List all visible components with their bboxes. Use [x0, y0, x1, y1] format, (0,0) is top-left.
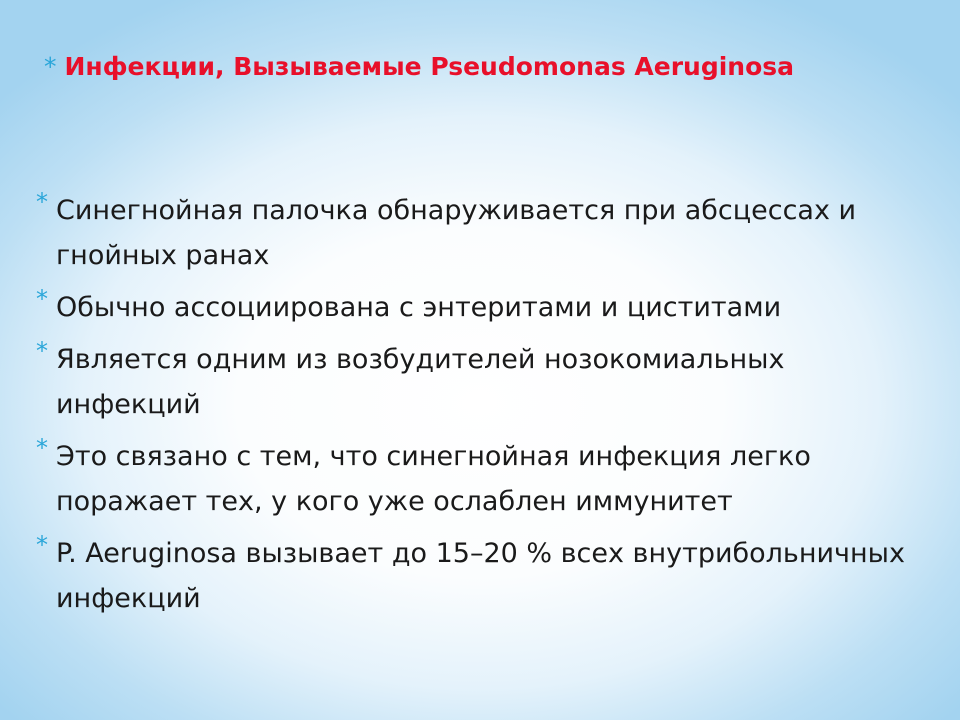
title-bullet-icon: *: [44, 52, 57, 81]
slide-title-text: Инфекции, Вызываемые Pseudomonas Aeruginosa: [64, 52, 795, 81]
bullet-text: Является одним из возбудителей нозокомиальных инфекций: [56, 344, 785, 420]
bullet-star-icon: *: [36, 188, 48, 216]
bullet-list: [36, 188, 936, 628]
bullet-text: Обычно ассоциирована с энтеритами и циститами: [56, 292, 782, 323]
bullet-item: [36, 434, 936, 524]
bullet-text: Синегнойная палочка обнаруживается при абсцессах и гнойных ранах: [56, 195, 857, 271]
bullet-star-icon: *: [36, 434, 48, 462]
slide-title: [44, 46, 924, 88]
bullet-text: P. Aeruginosa вызывает до 15–20 % всех внутрибольничных инфекций: [56, 538, 905, 614]
bullet-item: [36, 531, 936, 621]
bullet-star-icon: *: [36, 337, 48, 365]
bullet-text: Это связано с тем, что синегнойная инфекция легко поражает тех, у кого уже ослаблен иммунитет: [56, 441, 811, 517]
bullet-item: [36, 285, 936, 330]
bullet-star-icon: *: [36, 285, 48, 313]
bullet-item: [36, 188, 936, 278]
bullet-star-icon: *: [36, 531, 48, 559]
bullet-item: [36, 337, 936, 427]
